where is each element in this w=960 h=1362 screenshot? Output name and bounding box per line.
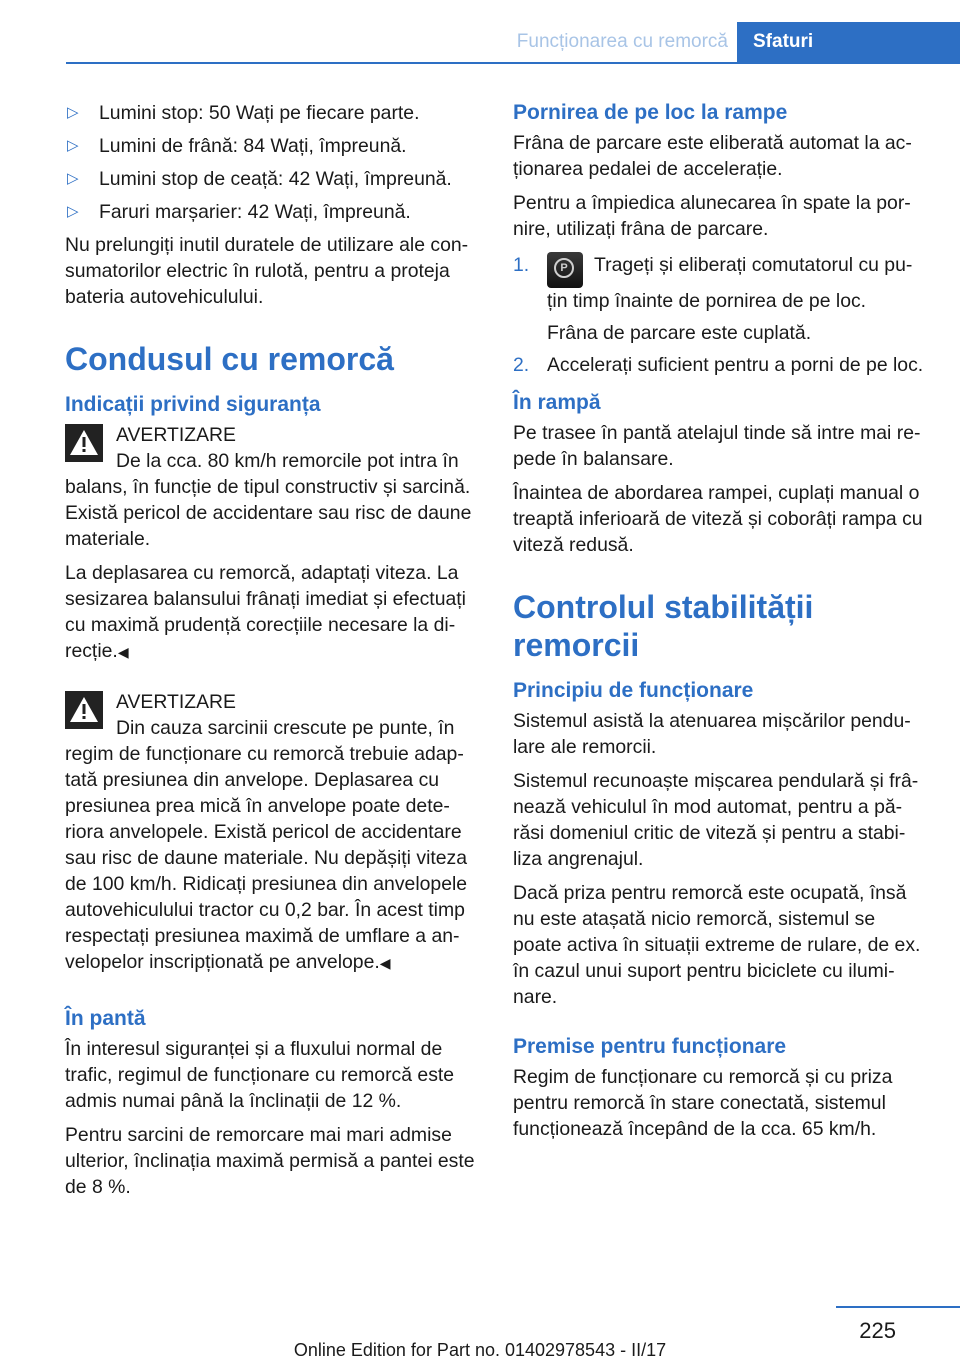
paragraph: Pentru sarcini de remorcare mai mari admise ulterior, înclinația maximă permisă a pantei este de 8 %.: [65, 1124, 475, 1198]
paragraph: În interesul siguranței și a fluxului normal de trafic, regimul de funcționare cu remorcă este admis numai până la înclinații de 12 %.: [65, 1038, 455, 1112]
warning-block: [65, 422, 477, 665]
end-mark-icon: ◀: [117, 644, 129, 660]
list-item: 2. Accelerați suficient pentru a porni de pe loc.: [513, 354, 924, 376]
left-column: [65, 100, 477, 1208]
page-number: 225: [859, 1318, 896, 1343]
warning-title: AVERTIZARE: [116, 424, 236, 446]
footer-edition: Online Edition for Part no. 01402978543 - II/17: [293, 1340, 667, 1360]
right-column: [513, 100, 925, 1150]
section-title: Condusul cu remorcă: [65, 341, 394, 377]
subsection-title: Pornirea de pe loc la rampe: [513, 101, 788, 124]
paragraph: Nu prelungiți inutil duratele de utilizare ale con‐sumatorilor electric în rulotă, pentru a proteja bateria autovehiculului.: [65, 234, 469, 308]
paragraph: Dacă priza pentru remorcă este ocupată, însă nu este atașată nicio remorcă, sistemul se poate activa în situații extreme de rulare, de ex. în cazul unui suport pentru biciclete cu ilumi‐nare.: [513, 882, 921, 1008]
subsection-title: În rampă: [513, 391, 601, 414]
warning-triangle-icon: [65, 691, 103, 729]
end-mark-icon: ◀: [379, 955, 391, 971]
paragraph: Regim de funcționare cu remorcă și cu priza pentru remorcă în stare conectată, sistemul funcționează începând de la cca. 65 km/h.: [513, 1066, 893, 1140]
paragraph: Pe trasee în pantă atelajul tinde să intre mai re‐pede în balansare.: [513, 422, 921, 470]
subsection-title: Indicații privind siguranța: [65, 393, 321, 416]
warning-text: De la cca. 80 km/h remorcile pot intra în balans, în funcție de tipul constructiv și sarcină. Există pericol de accidentare sau risc de daune materiale.: [65, 450, 472, 550]
warning-block: [65, 689, 477, 976]
list-item: ▷ Lumini stop de ceață: 42 Wați, împreună.: [67, 168, 452, 190]
paragraph: Frâna de parcare este eliberată automat la ac‐ționarea pedalei de accelerație.: [513, 132, 912, 180]
bullet-list: [65, 100, 477, 225]
header-section: Sfaturi: [737, 22, 960, 62]
steps-list: [513, 252, 925, 378]
header-divider: [66, 62, 960, 64]
step-result: Frâna de parcare este cuplată.: [547, 322, 812, 344]
section-title: Controlul stabilității remorcii: [513, 589, 814, 663]
list-item: ▷ Lumini stop: 50 Wați pe fiecare parte.: [67, 102, 420, 124]
triangle-right-icon: ▷: [67, 137, 79, 154]
subsection-title: Premise pentru funcționare: [513, 1035, 787, 1058]
subsection-title: Principiu de funcționare: [513, 679, 754, 702]
warning-triangle-icon: [65, 424, 103, 462]
paragraph: Înaintea de abordarea rampei, cuplați manual o treaptă inferioară de viteză și coborâți rampa cu viteză redusă.: [513, 482, 923, 556]
paragraph: Sistemul recunoaște mișcarea pendulară și frâ‐nează vehiculul în mod automat, pentru a pă‐răsi domeniul critic de viteză și pentru a stabi‐liza angrenajul.: [513, 770, 919, 870]
warning-text: Din cauza sarcinii crescute pe punte, în regim de funcționare cu remorcă trebuie adap‐tată presiunea din anvelope. Deplasarea cu presiunea prea mică în anvelope poate dete‐riora anvelopele. Există pericol de accidentare sau risc de daune materiale. Nu depășiți viteza de 100 km/h. Ridicați presiunea din anvelopele autovehiculului tractor cu 0,2 bar. În acest timp respectați presiunea maximă de umflare a an‐velopelor inscripționată pe anvelope.◀: [65, 717, 468, 973]
warning-title: AVERTIZARE: [116, 691, 236, 713]
paragraph: Pentru a împiedica alunecarea în spate la por‐nire, utilizați frâna de parcare.: [513, 192, 911, 240]
list-item: ▷ Lumini de frână: 84 Wați, împreună.: [67, 135, 407, 157]
paragraph: Sistemul asistă la atenuarea mișcărilor pendu‐lare ale remorcii.: [513, 710, 911, 758]
warning-text-2: La deplasarea cu remorcă, adaptați viteza. La sesizarea balansului frânați imediat și efectuați cu maximă prudență corecțiile necesare la di‐recție.◀: [65, 562, 466, 662]
triangle-right-icon: ▷: [67, 104, 79, 121]
step-number: 1.: [513, 254, 530, 276]
triangle-right-icon: ▷: [67, 170, 79, 187]
page-number-divider: [836, 1306, 960, 1308]
list-item: 1. P Trageți și eliberați comutatorul cu pu‐țin timp înainte de pornirea de pe loc. Frâna de parcare este cuplată.: [513, 252, 925, 346]
triangle-right-icon: ▷: [67, 203, 79, 220]
header-chapter: Funcționarea cu remorcă: [516, 31, 728, 52]
parking-brake-button-icon: P: [547, 252, 583, 288]
list-item: ▷ Faruri marșarier: 42 Wați, împreună.: [67, 201, 411, 223]
step-number: 2.: [513, 354, 530, 376]
subsection-title: În pantă: [65, 1007, 146, 1030]
